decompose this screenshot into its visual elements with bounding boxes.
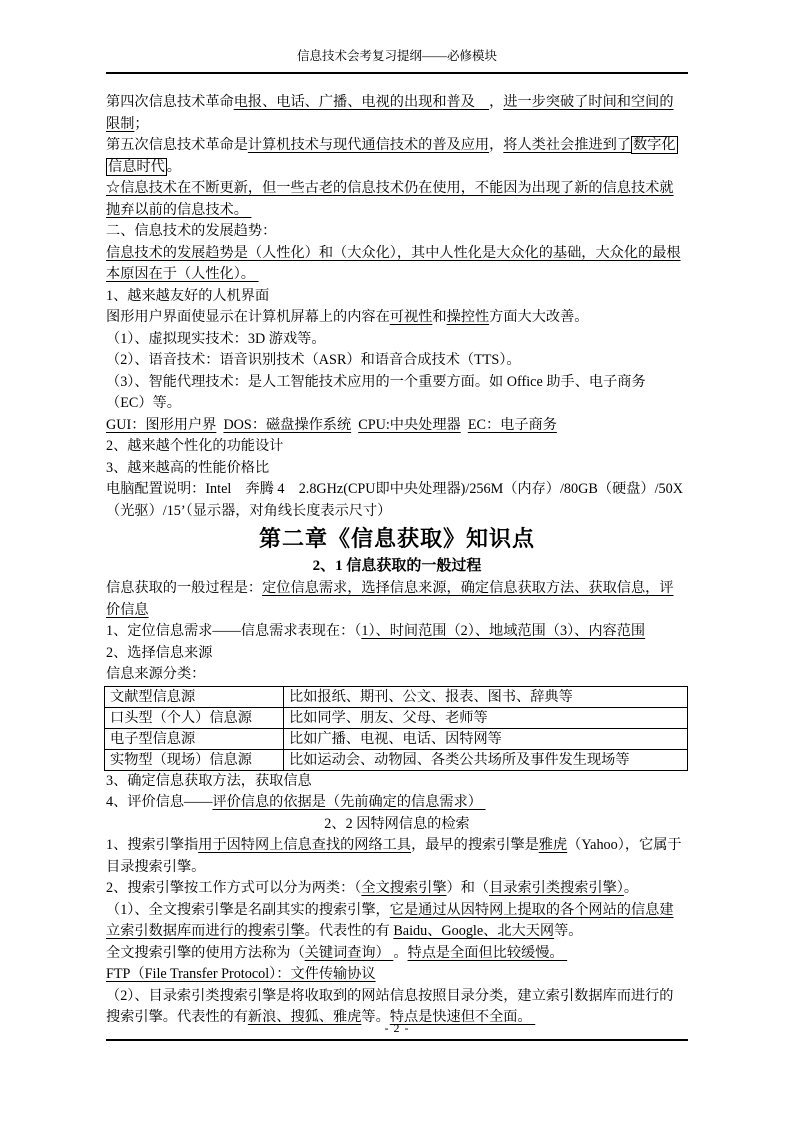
text-run: ，最早的搜索引擎是: [411, 837, 539, 853]
underlined-text: GUI：图形用户界: [106, 416, 217, 433]
text-line: [106, 307, 688, 329]
text-line: [106, 857, 688, 879]
underlined-text: 1）、时间范围（2）、地域范围（3）、内容范围: [361, 623, 646, 639]
text-run: （3）、智能代理技术：是人工智能技术应用的一个重要方面。如 Office 助手、电子商务: [106, 373, 646, 390]
table-cell: 电子型信息源: [105, 728, 284, 749]
text-run: ；: [134, 115, 149, 132]
page-header: [106, 0, 688, 74]
text-run: 等。: [361, 1009, 390, 1025]
text-line: [106, 986, 688, 1008]
text-run: 。代表性的有: [304, 923, 394, 939]
text-line: [106, 200, 688, 222]
underlined-text: 限制: [106, 115, 135, 132]
text-line: [106, 178, 688, 200]
underlined-text: 操控性: [446, 309, 490, 325]
text-run: （2）、语音技术：语音识别技术（ASR）和语音合成技术（TTS）。: [106, 352, 521, 368]
text-run: 方面大大改善。: [489, 309, 589, 325]
text-run: 2、1 信息获取的一般过程: [312, 558, 482, 574]
text-run: 1、越来越友好的人机界面: [106, 287, 270, 304]
underlined-text: 计算机技术与现代通信技术的普及应用: [247, 137, 490, 153]
text-line: [106, 479, 688, 501]
text-run: 4、评价信息——: [106, 794, 213, 810]
table-cell: 文献型信息源: [105, 686, 284, 707]
text-run: 电脑配置说明：Intel 奔腾 4 2.8GHz(CPU即中央处理器)/256M（内存）/80GB（硬盘）/50X: [106, 481, 683, 497]
text-run: （1）、全文搜索引擎是名副其实的搜索引擎，: [106, 901, 390, 918]
underlined-text: 它是通过从因特网上提取的各个网站的信息建: [389, 901, 674, 918]
text-run: 目录搜索引擎。: [106, 858, 206, 875]
footer-page-number: - 2 -: [384, 1021, 410, 1035]
underlined-text: 可视性: [389, 309, 433, 325]
text-line: [106, 600, 688, 622]
page-footer: [106, 1021, 688, 1041]
underlined-text: 全文搜索引擎: [361, 880, 447, 896]
text-line: [106, 664, 688, 686]
text-line: [106, 92, 688, 114]
underlined-text: 评价信息的依据是（先前确定的信息需求）: [212, 794, 486, 810]
boxed-text: 信息时代: [108, 158, 165, 175]
table-cell: 比如报纸、期刊、公文、报表、图书、辞典等: [284, 686, 688, 707]
section-heading: [106, 554, 688, 578]
text-run: 。: [623, 880, 639, 896]
text-run: （1）、虚拟现实技术：3D 游戏等。: [106, 330, 326, 347]
table-cell: 比如广播、电视、电话、因特网等: [284, 728, 688, 749]
text-run: 第二章《信息获取》知识点: [258, 526, 535, 551]
text-run: （光驱）/15’（显示器，对角线长度表示尺寸）: [106, 502, 392, 519]
text-line: [106, 415, 688, 437]
text-run: 2、2 因特网信息的检索: [324, 815, 470, 832]
text-run: 全文搜索引擎的使用方法称为（: [106, 944, 305, 961]
table-row: [105, 686, 688, 707]
text-line: [106, 921, 688, 943]
text-line: [106, 458, 688, 480]
text-line: [106, 900, 688, 922]
underlined-text: EC：电子商务: [467, 416, 557, 433]
text-line: [106, 436, 688, 458]
text-run: 等。: [554, 923, 583, 939]
text-line: [106, 243, 688, 265]
table-cell: 比如运动会、动物园、各类公共场所及事件发生现场等: [284, 749, 688, 770]
text-run: （2）、目录索引类搜索引擎是将收取到的网站信息按照目录分类，建立索引数据库而进行的: [106, 987, 674, 1004]
text-run: 3、越来越高的性能价格比: [106, 459, 270, 476]
underlined-text: 将人类社会推进到了: [503, 137, 631, 153]
underlined-text: 立索引数据库而进行的搜索引擎: [106, 923, 305, 939]
underlined-text: 特点是快速但不全面。: [389, 1009, 536, 1025]
underlined-text: 关键词查询）: [304, 944, 394, 961]
boxed-text: 数字化: [633, 137, 676, 153]
text-run: ，: [489, 137, 504, 153]
text-line: [106, 771, 688, 793]
text-line: [106, 329, 688, 351]
underlined-text: FTP（File Transfer Protocol）：文件传输协议: [106, 966, 376, 982]
text-line: [106, 501, 688, 523]
document-body: [106, 92, 688, 1029]
text-line: [106, 943, 688, 965]
text-line: [106, 643, 688, 665]
text-line: [106, 621, 688, 643]
underlined-text: 雅虎: [538, 837, 568, 853]
text-line: [106, 835, 688, 857]
text-run: 第五次信息技术革命是: [106, 137, 248, 153]
table-row: [105, 749, 688, 770]
text-line: [106, 878, 688, 900]
text-run: 搜索引擎。代表性的有: [106, 1009, 248, 1025]
text-run: 信息来源分类：: [106, 666, 206, 682]
text-line: [106, 578, 688, 600]
text-run: 第四次信息技术革命: [106, 94, 234, 110]
text-line: [106, 393, 688, 415]
text-run: 2、搜索引擎按工作方式可以分为两类：（: [106, 880, 362, 896]
text-line: [106, 135, 688, 157]
underlined-text: Baidu、Google、北大天网: [393, 923, 555, 939]
table-cell: 口头型（个人）信息源: [105, 707, 284, 728]
text-run: 信息获取的一般过程是：: [106, 580, 263, 596]
text-line: [106, 286, 688, 308]
text-line: [106, 964, 688, 986]
text-run: 3、确定信息获取方法，获取信息: [106, 772, 312, 789]
text-line: [106, 792, 688, 814]
underlined-text: 用于因特网上信息查找的网络工具: [198, 837, 412, 853]
underlined-text: 信息技术的发展趋势是（人性化）和（大众化），其中人性化是大众化的基础，大众化的最根: [106, 244, 681, 261]
text-run: 2、越来越个性化的功能设计: [106, 438, 284, 454]
text-run: 1、搜索引擎指: [106, 837, 199, 853]
text-line: [106, 221, 688, 243]
text-run: ，: [489, 94, 504, 110]
text-run: 2、选择信息来源: [106, 644, 213, 661]
text-run: （EC）等。: [106, 395, 181, 411]
underlined-text: 抛弃以前的信息技术。: [106, 201, 252, 218]
text-run: 。: [166, 158, 181, 175]
text-run: 和: [432, 309, 447, 325]
text-line: [106, 264, 688, 286]
text-run: 1、定位信息需求——信息需求表现在：（: [106, 623, 362, 639]
underlined-text: 定位信息需求，选择信息来源，确定信息获取方法、获取信息，评: [262, 580, 674, 596]
text-run: 。: [393, 944, 408, 961]
underlined-text: 价信息: [106, 601, 149, 618]
text-line: [106, 157, 688, 179]
text-line: [106, 350, 688, 372]
underlined-text: 新浪、搜狐、雅虎: [247, 1009, 362, 1025]
underlined-text: 目录索引类搜索引擎）: [489, 880, 624, 896]
underlined-text: 本原因在于（人性化）。: [106, 266, 259, 282]
underlined-text: CPU:中央处理器: [358, 416, 461, 433]
text-run: 图形用户界面使显示在计算机屏幕上的内容在: [106, 309, 390, 325]
table-cell: 实物型（现场）信息源: [105, 749, 284, 770]
text-line: [106, 372, 688, 394]
underlined-text: 电报、电话、广播、电视的出现和普及: [233, 94, 490, 110]
text-run: （Yahoo），它属于: [567, 837, 682, 853]
underlined-text: DOS：磁盘操作系统: [223, 416, 352, 433]
header-title: 信息技术会考复习提纲——必修模块: [296, 49, 497, 63]
underlined-text: ☆信息技术在不断更新，但一些古老的信息技术仍在使用，不能因为出现了新的信息技术就: [106, 180, 674, 196]
underlined-text: 进一步突破了时间和空间的: [503, 94, 674, 110]
table-row: [105, 707, 688, 728]
text-line: [106, 114, 688, 136]
table-row: [105, 728, 688, 749]
text-run: 二、信息技术的发展趋势：: [106, 223, 277, 239]
chapter-heading: [106, 524, 688, 554]
table-cell: 比如同学、朋友、父母、老师等: [284, 707, 688, 728]
centered-subheading: [106, 814, 688, 836]
text-run: ）和（: [446, 880, 490, 896]
underlined-text: 特点是全面但比较缓慢。: [407, 944, 568, 961]
text-run: [461, 417, 468, 433]
info-source-table: [104, 686, 688, 771]
